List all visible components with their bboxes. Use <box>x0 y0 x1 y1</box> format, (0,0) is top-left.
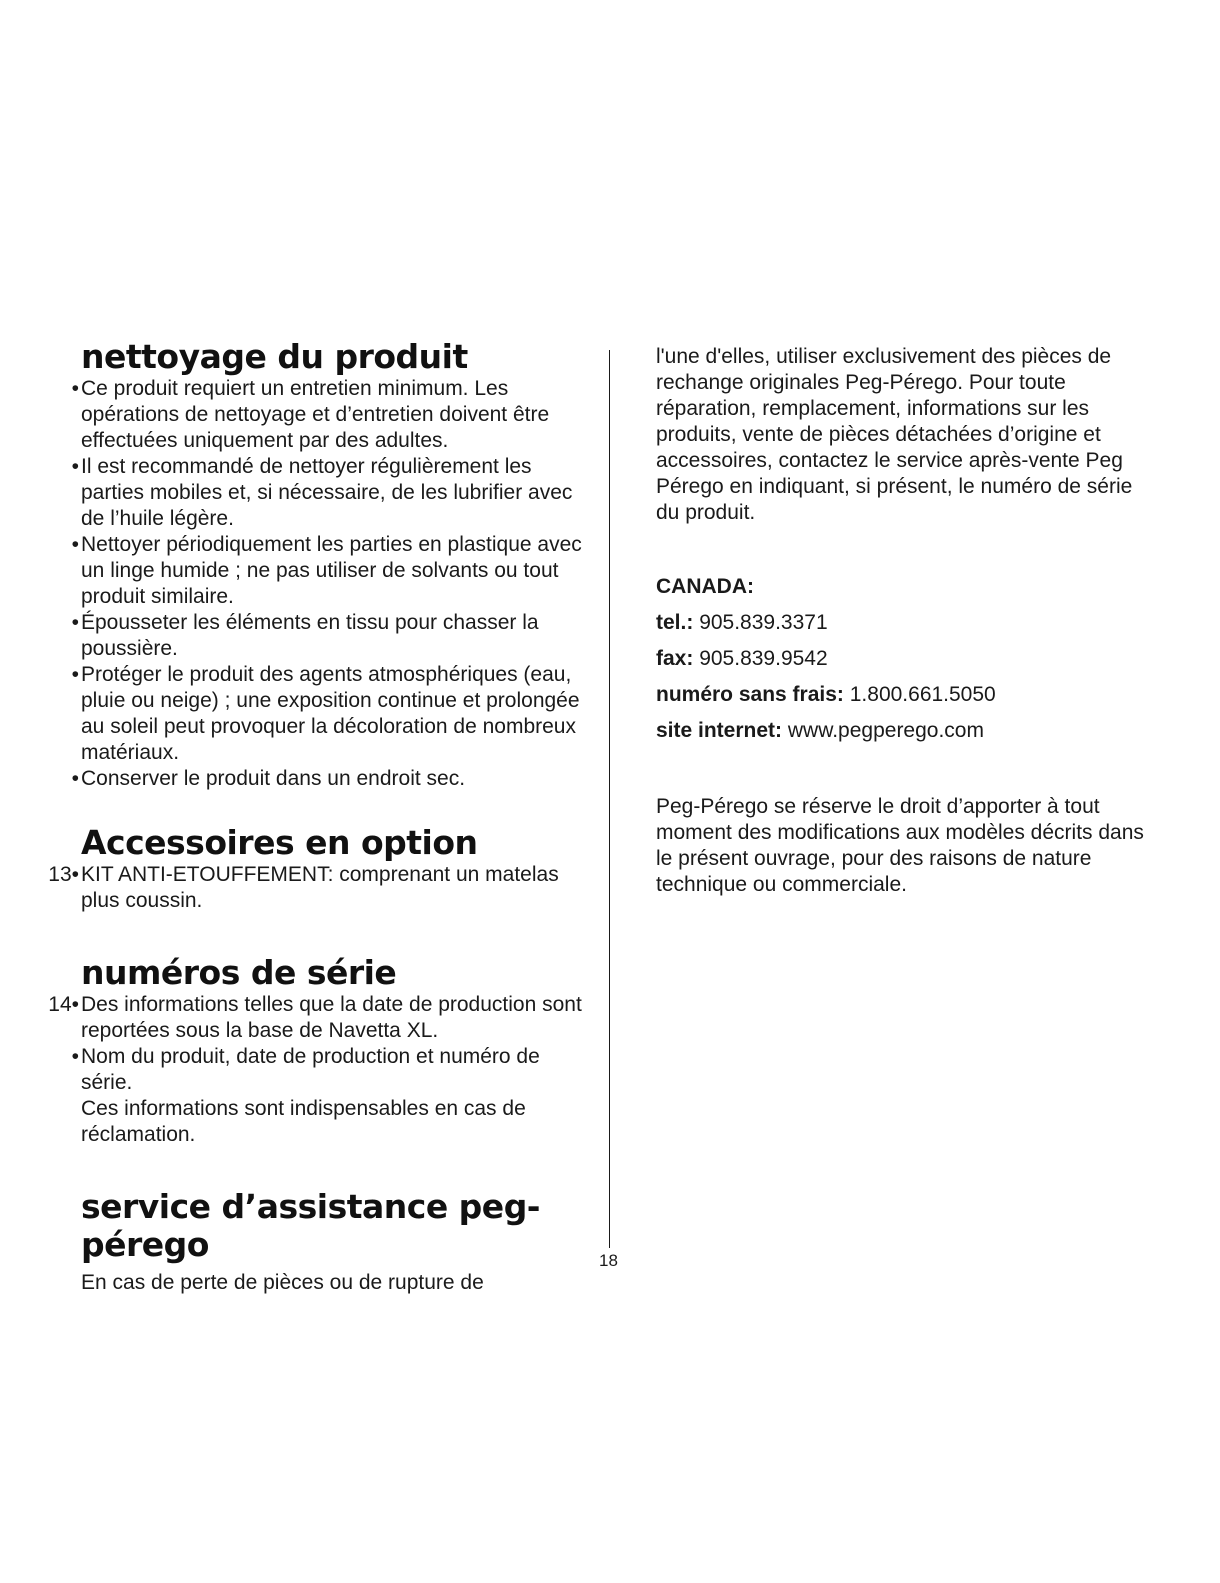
bullet-marker: • <box>71 663 79 686</box>
list-item <box>40 1044 596 1096</box>
cleaning-list <box>40 376 596 792</box>
list-item <box>40 662 596 766</box>
web-label: site internet: <box>656 719 783 742</box>
bullet-marker: • <box>71 455 79 478</box>
tollfree-label: numéro sans frais: <box>656 683 844 706</box>
contact-tollfree <box>656 682 1156 708</box>
list-item-text: Il est recommandé de nettoyer régulièrement les parties mobiles et, si nécessaire, de les lubrifier avec de l’huile légère. <box>81 455 573 530</box>
bullet-marker: • <box>71 767 79 790</box>
list-item <box>40 454 596 532</box>
tollfree-value: 1.800.661.5050 <box>849 683 996 706</box>
bullet-marker: • <box>71 1045 79 1068</box>
bullet-marker: • <box>71 377 79 400</box>
disclaimer: Peg-Pérego se réserve le droit d’apporter à tout moment des modifications aux modèles décrits dans le présent ouvrage, pour des raisons de nature technique ou commerciale. <box>656 795 1144 896</box>
page-number: 18 <box>599 1251 618 1270</box>
serial-list <box>40 992 596 1096</box>
bullet-marker: • <box>71 533 79 556</box>
list-item <box>40 376 596 454</box>
contact-fax <box>656 646 1156 672</box>
tel-label: tel.: <box>656 611 694 634</box>
tel-value: 905.839.3371 <box>699 611 828 634</box>
contact-country: CANADA: <box>656 575 754 598</box>
list-item-text: Ce produit requiert un entretien minimum. Les opérations de nettoyage et d’entretien doivent être effectuées uniquement par des adultes. <box>81 377 550 452</box>
section-title-service: service d’assistance peg-pérego <box>81 1187 541 1264</box>
list-item <box>40 862 596 914</box>
section-title-serial: numéros de série <box>81 953 397 992</box>
list-item-text: Des informations telles que la date de production sont reportées sous la base de Navetta XL. <box>81 993 582 1042</box>
serial-note: Ces informations sont indispensables en cas de réclamation. <box>81 1097 526 1146</box>
contact-web <box>656 718 1156 744</box>
service-text: En cas de perte de pièces ou de rupture de <box>81 1271 484 1294</box>
list-item-text: Épousseter les éléments en tissu pour chasser la poussière. <box>81 611 539 660</box>
contact-tel <box>656 610 1156 636</box>
list-item-text: Protéger le produit des agents atmosphériques (eau, pluie ou neige) ; une exposition continue et prolongée au soleil peut provoquer la décoloration de nombreux matériaux. <box>81 663 580 764</box>
right-column <box>656 338 1156 898</box>
list-item-text: KIT ANTI-ETOUFFEMENT: comprenant un matelas plus coussin. <box>81 863 559 912</box>
web-value: www.pegperego.com <box>787 719 984 742</box>
column-divider <box>609 350 610 1248</box>
section-title-accessories: Accessoires en option <box>81 823 478 862</box>
accessories-list <box>40 862 596 914</box>
list-item <box>40 992 596 1044</box>
list-item-text: Conserver le produit dans un endroit sec. <box>81 767 466 790</box>
list-item <box>40 532 596 610</box>
list-item-text: Nettoyer périodiquement les parties en plastique avec un linge humide ; ne pas utiliser de solvants ou tout produit similaire. <box>81 533 582 608</box>
fax-value: 905.839.9542 <box>699 647 828 670</box>
bullet-marker: 14• <box>48 993 79 1016</box>
list-item-text: Nom du produit, date de production et numéro de série. <box>81 1045 540 1094</box>
bullet-marker: 13• <box>48 863 79 886</box>
fax-label: fax: <box>656 647 694 670</box>
service-continuation: l'une d'elles, utiliser exclusivement des pièces de rechange originales Peg-Pérego. Pour toute réparation, remplacement, informations sur les produits, vente de pièces détachées d’origine et accessoires, contactez le service après-vente Peg Pérego en indiquant, si présent, le numéro de série du produit. <box>656 345 1133 524</box>
left-column <box>40 338 596 1296</box>
bullet-marker: • <box>71 611 79 634</box>
list-item <box>40 610 596 662</box>
list-item <box>40 766 596 792</box>
section-title-cleaning: nettoyage du produit <box>81 337 468 376</box>
